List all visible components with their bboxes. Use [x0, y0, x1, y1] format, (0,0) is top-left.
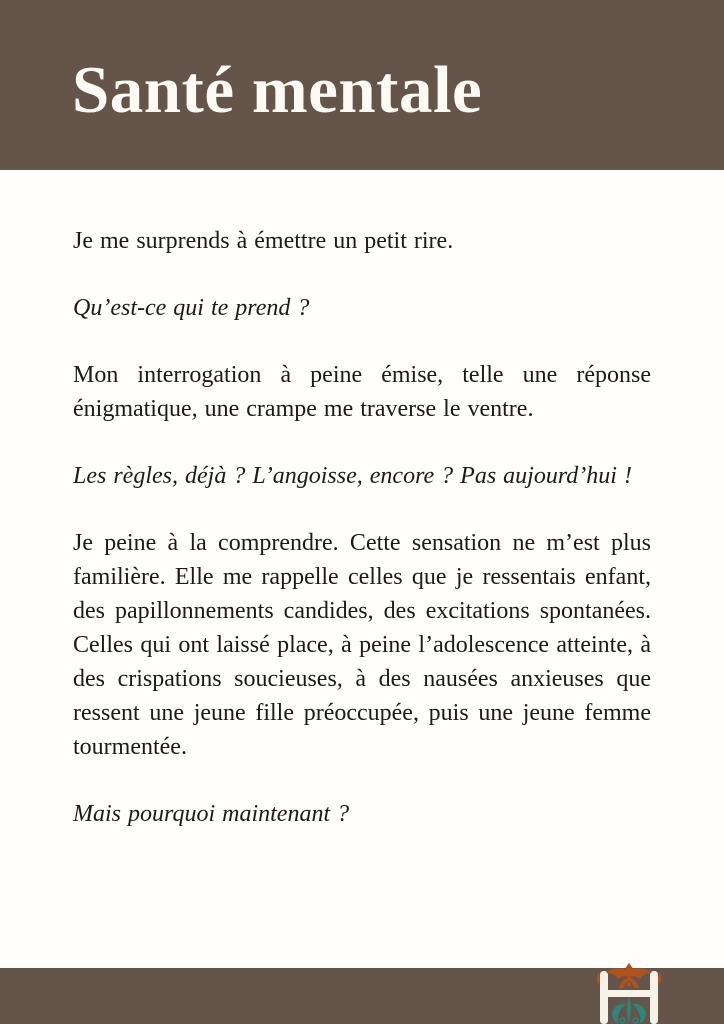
narration-paragraph: Je peine à la comprendre. Cette sensation ne m’est plus familière. Elle me rappelle celles que je ressentais enfant, des papillonnements candides, des excitations spontanées. Celles qui ont laissé place, à peine l’adolescence atteinte, à des crispations soucieuses, à des nausées anxieuses que ressent une jeune fille préoccupée, puis une jeune femme tourmentée. [73, 530, 651, 760]
page-header [0, 0, 724, 170]
inner-voice-line: Les règles, déjà ? L’angoisse, encore ? Pas aujourd’hui ! [73, 463, 632, 489]
footer-bar [0, 968, 724, 1024]
damask-ornament-icon [597, 962, 661, 1024]
narration-paragraph: Je me surprends à émettre un petit rire. [73, 228, 454, 254]
article-body [0, 170, 724, 864]
narration-paragraph: Mon interrogation à peine émise, telle une réponse énigmatique, une crampe me traverse le ventre. [73, 362, 651, 422]
inner-voice-line: Qu’est-ce qui te prend ? [73, 295, 310, 321]
inner-voice-line: Mais pourquoi maintenant ? [73, 801, 350, 827]
page-title: Santé mentale [72, 52, 483, 127]
